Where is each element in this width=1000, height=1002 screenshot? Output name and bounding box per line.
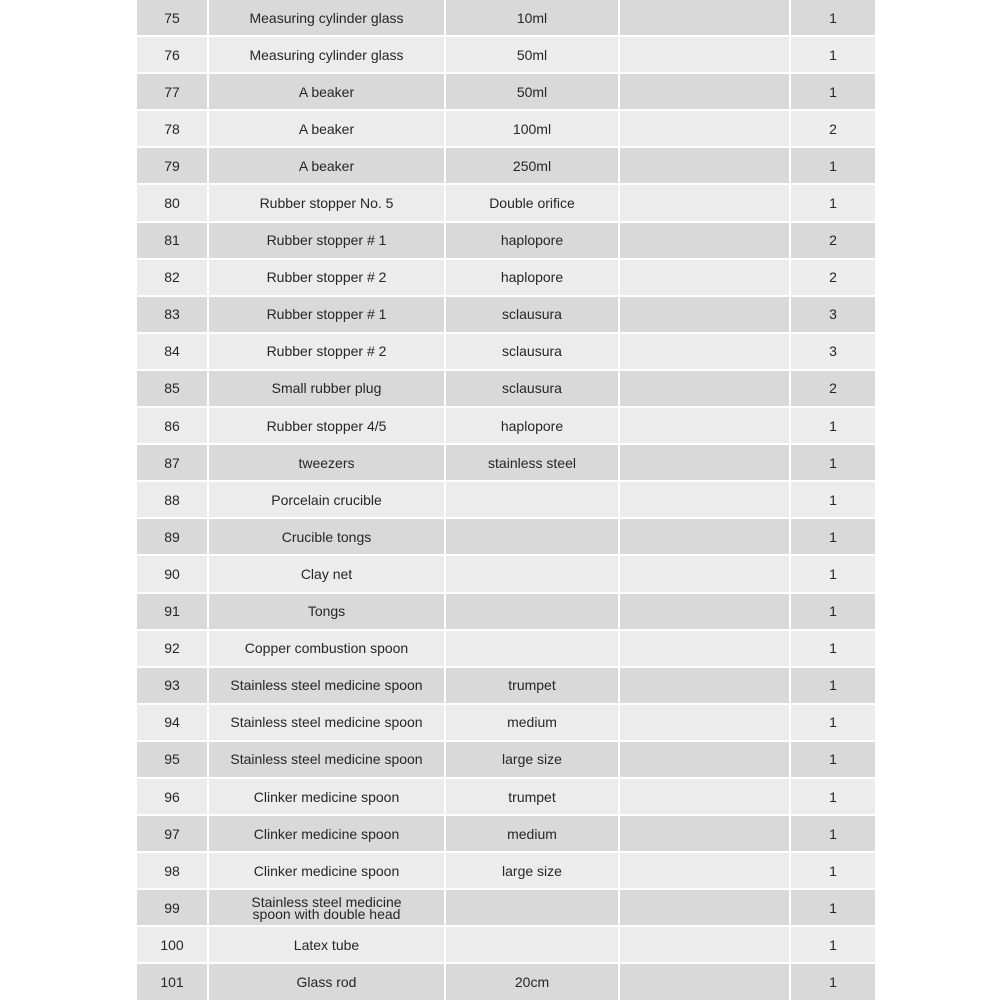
item-name: A beaker — [209, 111, 444, 146]
item-note — [620, 964, 789, 999]
table-row — [137, 334, 875, 369]
item-spec: trumpet — [446, 668, 618, 703]
item-note — [620, 816, 789, 851]
item-note — [620, 890, 789, 925]
item-number: 83 — [137, 297, 207, 332]
table-row — [137, 519, 875, 554]
item-spec — [446, 519, 618, 554]
item-spec: haplopore — [446, 260, 618, 295]
table-row — [137, 927, 875, 962]
item-quantity: 1 — [791, 853, 875, 888]
equipment-table-body — [137, 0, 875, 1000]
item-name: tweezers — [209, 445, 444, 480]
item-quantity: 1 — [791, 742, 875, 777]
item-note — [620, 482, 789, 517]
table-row — [137, 260, 875, 295]
item-number: 99 — [137, 890, 207, 925]
item-quantity: 1 — [791, 445, 875, 480]
table-row — [137, 111, 875, 146]
item-number: 92 — [137, 631, 207, 666]
item-quantity: 1 — [791, 0, 875, 35]
item-quantity: 3 — [791, 297, 875, 332]
item-number: 98 — [137, 853, 207, 888]
item-spec: trumpet — [446, 779, 618, 814]
item-name: Crucible tongs — [209, 519, 444, 554]
item-number: 89 — [137, 519, 207, 554]
item-spec: stainless steel — [446, 445, 618, 480]
item-note — [620, 74, 789, 109]
item-spec: 50ml — [446, 74, 618, 109]
table-row — [137, 853, 875, 888]
item-name: Stainless steel medicine spoon — [209, 705, 444, 740]
item-name: Rubber stopper 4/5 — [209, 408, 444, 443]
item-name: Stainless steel medicine spoon — [209, 668, 444, 703]
table-row — [137, 185, 875, 220]
item-quantity: 1 — [791, 816, 875, 851]
table-row — [137, 964, 875, 999]
item-note — [620, 594, 789, 629]
table-row — [137, 297, 875, 332]
item-quantity: 1 — [791, 185, 875, 220]
item-number: 87 — [137, 445, 207, 480]
item-spec: Double orifice — [446, 185, 618, 220]
item-note — [620, 371, 789, 406]
item-name: Clinker medicine spoon — [209, 779, 444, 814]
item-note — [620, 0, 789, 35]
item-spec: large size — [446, 742, 618, 777]
item-quantity: 1 — [791, 148, 875, 183]
item-number: 90 — [137, 556, 207, 591]
item-note — [620, 185, 789, 220]
item-spec: haplopore — [446, 408, 618, 443]
item-quantity: 1 — [791, 594, 875, 629]
item-spec — [446, 927, 618, 962]
item-quantity: 2 — [791, 260, 875, 295]
item-name: Glass rod — [209, 964, 444, 999]
table-row — [137, 556, 875, 591]
equipment-table — [135, 0, 877, 1002]
item-note — [620, 556, 789, 591]
item-spec: sclausura — [446, 334, 618, 369]
item-number: 80 — [137, 185, 207, 220]
table-row — [137, 668, 875, 703]
item-spec: 250ml — [446, 148, 618, 183]
item-note — [620, 705, 789, 740]
item-number: 94 — [137, 705, 207, 740]
item-number: 86 — [137, 408, 207, 443]
item-spec: large size — [446, 853, 618, 888]
item-quantity: 1 — [791, 482, 875, 517]
table-row — [137, 705, 875, 740]
item-spec: haplopore — [446, 223, 618, 258]
item-quantity: 1 — [791, 890, 875, 925]
item-note — [620, 223, 789, 258]
item-number: 88 — [137, 482, 207, 517]
item-name: Clay net — [209, 556, 444, 591]
item-quantity: 1 — [791, 779, 875, 814]
table-row — [137, 890, 875, 925]
item-name: Stainless steel medicine spoon — [209, 742, 444, 777]
item-name: Measuring cylinder glass — [209, 37, 444, 72]
item-spec — [446, 556, 618, 591]
item-quantity: 1 — [791, 668, 875, 703]
item-name: A beaker — [209, 74, 444, 109]
item-spec — [446, 631, 618, 666]
table-row — [137, 0, 875, 35]
item-quantity: 1 — [791, 408, 875, 443]
item-spec — [446, 482, 618, 517]
item-note — [620, 742, 789, 777]
item-number: 97 — [137, 816, 207, 851]
item-spec: 100ml — [446, 111, 618, 146]
item-note — [620, 927, 789, 962]
item-spec: medium — [446, 816, 618, 851]
item-quantity: 1 — [791, 37, 875, 72]
item-name: Rubber stopper # 1 — [209, 223, 444, 258]
item-spec: 10ml — [446, 0, 618, 35]
table-row — [137, 742, 875, 777]
item-quantity: 2 — [791, 371, 875, 406]
item-number: 96 — [137, 779, 207, 814]
table-row — [137, 371, 875, 406]
item-note — [620, 334, 789, 369]
item-quantity: 1 — [791, 927, 875, 962]
item-spec: 20cm — [446, 964, 618, 999]
item-note — [620, 148, 789, 183]
item-note — [620, 111, 789, 146]
item-number: 101 — [137, 964, 207, 999]
item-number: 95 — [137, 742, 207, 777]
item-name: Clinker medicine spoon — [209, 816, 444, 851]
item-name: Small rubber plug — [209, 371, 444, 406]
table-row — [137, 223, 875, 258]
table-row — [137, 779, 875, 814]
item-note — [620, 631, 789, 666]
table-row — [137, 74, 875, 109]
item-quantity: 1 — [791, 519, 875, 554]
item-number: 76 — [137, 37, 207, 72]
item-quantity: 1 — [791, 74, 875, 109]
table-row — [137, 594, 875, 629]
table-row — [137, 482, 875, 517]
item-quantity: 2 — [791, 111, 875, 146]
item-note — [620, 408, 789, 443]
table-row — [137, 37, 875, 72]
item-number: 85 — [137, 371, 207, 406]
item-name: Tongs — [209, 594, 444, 629]
item-spec: sclausura — [446, 297, 618, 332]
item-quantity: 1 — [791, 556, 875, 591]
item-note — [620, 260, 789, 295]
item-name: A beaker — [209, 148, 444, 183]
item-name: Rubber stopper # 1 — [209, 297, 444, 332]
item-quantity: 2 — [791, 223, 875, 258]
item-note — [620, 779, 789, 814]
item-number: 82 — [137, 260, 207, 295]
item-number: 84 — [137, 334, 207, 369]
table-row — [137, 148, 875, 183]
item-spec: sclausura — [446, 371, 618, 406]
item-quantity: 1 — [791, 964, 875, 999]
item-name: Latex tube — [209, 927, 444, 962]
item-name: Copper combustion spoon — [209, 631, 444, 666]
item-name: Clinker medicine spoon — [209, 853, 444, 888]
item-spec — [446, 890, 618, 925]
item-number: 100 — [137, 927, 207, 962]
item-name: Stainless steel medicine spoon with double head — [209, 890, 444, 925]
item-name: Rubber stopper No. 5 — [209, 185, 444, 220]
item-name: Porcelain crucible — [209, 482, 444, 517]
item-number: 91 — [137, 594, 207, 629]
table-row — [137, 445, 875, 480]
item-note — [620, 297, 789, 332]
item-number: 77 — [137, 74, 207, 109]
item-note — [620, 519, 789, 554]
item-number: 81 — [137, 223, 207, 258]
item-name: Rubber stopper # 2 — [209, 260, 444, 295]
item-note — [620, 445, 789, 480]
item-quantity: 1 — [791, 705, 875, 740]
item-number: 78 — [137, 111, 207, 146]
item-number: 75 — [137, 0, 207, 35]
item-name: Rubber stopper # 2 — [209, 334, 444, 369]
item-number: 93 — [137, 668, 207, 703]
item-number: 79 — [137, 148, 207, 183]
table-row — [137, 631, 875, 666]
item-spec: medium — [446, 705, 618, 740]
item-spec — [446, 594, 618, 629]
item-quantity: 1 — [791, 631, 875, 666]
table-row — [137, 816, 875, 851]
item-name: Measuring cylinder glass — [209, 0, 444, 35]
item-note — [620, 37, 789, 72]
table-row — [137, 408, 875, 443]
item-quantity: 3 — [791, 334, 875, 369]
item-spec: 50ml — [446, 37, 618, 72]
item-note — [620, 853, 789, 888]
item-note — [620, 668, 789, 703]
equipment-list-sheet — [137, 0, 875, 1002]
